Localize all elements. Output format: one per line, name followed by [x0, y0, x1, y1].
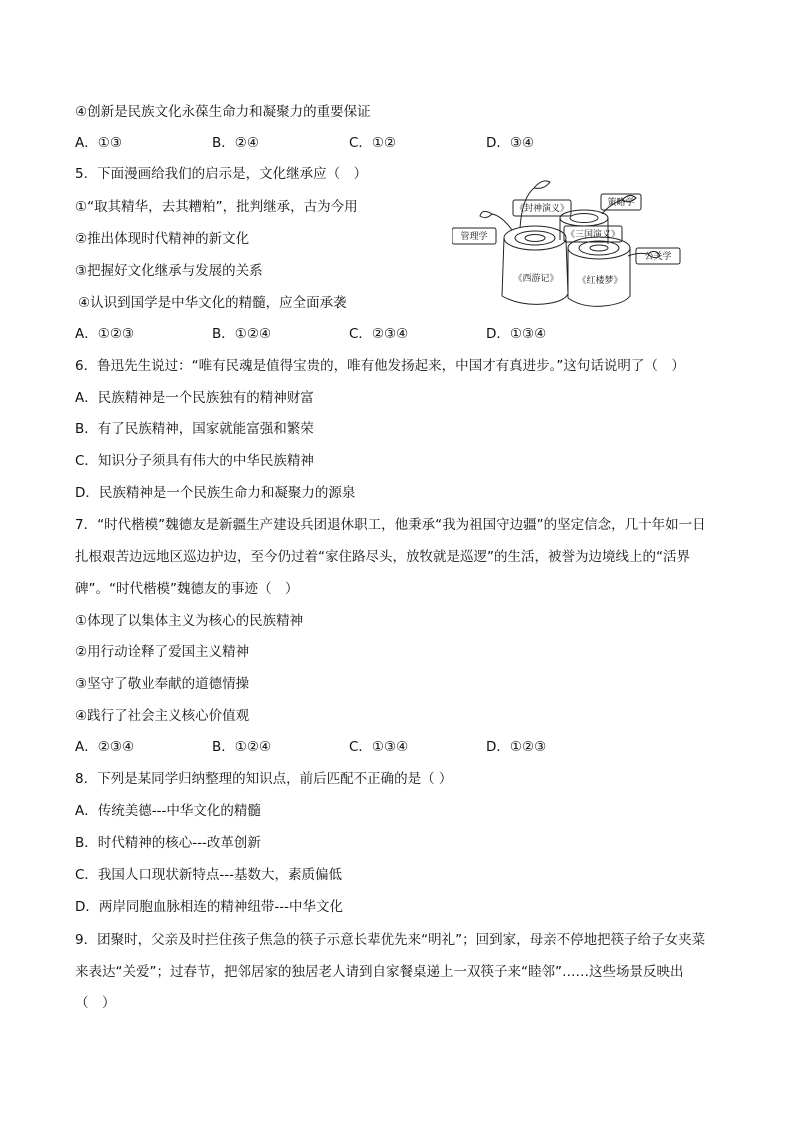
- q5-item-2: ②推出体现时代精神的新文化: [75, 231, 250, 247]
- q8-option-c[interactable]: C．我国人口现状新特点---基数大，素质偏低: [75, 867, 343, 883]
- q7-item-2: ②用行动诠释了爱国主义精神: [75, 644, 250, 660]
- q7-option-d[interactable]: D．①②③: [486, 739, 547, 755]
- q7-stem-line-2: 扎根艰苦边远地区巡边护边，至今仍过着“家住路尽头，放牧就是巡逻”的生活，被誉为边境线上的“活界: [75, 549, 690, 565]
- q7-item-4: ④践行了社会主义核心价值观: [75, 708, 250, 724]
- label-honglou: 《红楼梦》: [577, 276, 623, 286]
- q7-item-3: ③坚守了敬业奉献的道德情操: [75, 676, 250, 692]
- q5-item-3: ③把握好文化继承与发展的关系: [75, 263, 263, 279]
- q4-options: [75, 134, 715, 152]
- q5-cartoon-drawing: [452, 178, 684, 313]
- q5-item-1: ①“取其精华，去其糟粕”，批判继承，古为今用: [75, 199, 358, 215]
- q8-option-b[interactable]: B．时代精神的核心---改革创新: [75, 835, 261, 851]
- label-xiyou: 《西游记》: [513, 274, 559, 284]
- q7-option-b[interactable]: B．①②④: [212, 739, 272, 755]
- q7-options: [75, 738, 715, 756]
- label-fengshen: 《封神演义》: [514, 204, 570, 214]
- label-guanli: 管理学: [460, 232, 488, 242]
- q6-option-b[interactable]: B．有了民族精神，国家就能富强和繁荣: [75, 421, 314, 437]
- q4-option-d[interactable]: D．③④: [486, 135, 535, 151]
- q4-option-b[interactable]: B．②④: [212, 135, 259, 151]
- q5-stem: 5．下面漫画给我们的启示是，文化继承应（ ）: [75, 166, 368, 182]
- q9-stem-line-3: （ ）: [75, 995, 116, 1011]
- q5-option-d[interactable]: D．①③④: [486, 326, 547, 342]
- q7-item-1: ①体现了以集体主义为核心的民族精神: [75, 613, 304, 629]
- q6-option-c[interactable]: C．知识分子须具有伟大的中华民族精神: [75, 453, 314, 469]
- stump-left: [502, 238, 568, 304]
- q8-option-d[interactable]: D．两岸同胞血脉相连的精神纽带---中华文化: [75, 899, 344, 915]
- q5-item-4: ④认识到国学是中华文化的精髓，应全面承袭: [78, 295, 347, 311]
- label-sanguo: 《三国演义》: [565, 230, 621, 240]
- q4-item-4: ④创新是民族文化永葆生命力和凝聚力的重要保证: [75, 104, 371, 120]
- q9-stem-line-2: 来表达“关爱”；过春节，把邻居家的独居老人请到自家餐桌递上一双筷子来“睦邻”……这些场景反映出: [75, 964, 684, 980]
- q7-option-a[interactable]: A．②③④: [75, 739, 135, 755]
- q5-cartoon: [452, 178, 684, 313]
- q7-stem-line-3: 碑”。“时代楷模”魏德友的事迹（ ）: [75, 581, 299, 597]
- label-celue: 策略学: [607, 198, 635, 208]
- stump-right-top: [568, 237, 630, 259]
- q8-stem: 8．下列是某同学归纳整理的知识点，前后匹配不正确的是（ ）: [75, 771, 453, 787]
- q6-option-a[interactable]: A．民族精神是一个民族独有的精神财富: [75, 390, 314, 406]
- stump-left-top: [504, 226, 566, 250]
- q5-option-a[interactable]: A．①②③: [75, 326, 135, 342]
- q5-option-b[interactable]: B．①②④: [212, 326, 272, 342]
- q7-option-c[interactable]: C．①③④: [349, 739, 409, 755]
- q6-option-d[interactable]: D．民族精神是一个民族生命力和凝聚力的源泉: [75, 485, 356, 501]
- q4-option-c[interactable]: C．①②: [349, 135, 397, 151]
- q7-stem-line-1: 7．“时代楷模”魏德友是新疆生产建设兵团退休职工，他秉承“我为祖国守边疆”的坚定信念，几十年如一日: [75, 517, 706, 533]
- q9-stem-line-1: 9．团聚时，父亲及时拦住孩子焦急的筷子示意长辈优先来“明礼”；回到家，母亲不停地把筷子给子女夹菜: [75, 932, 706, 948]
- q8-option-a[interactable]: A．传统美德---中华文化的精髓: [75, 803, 261, 819]
- label-gongguan: 公关学: [644, 252, 672, 262]
- q4-option-a[interactable]: A．①③: [75, 135, 122, 151]
- q5-options: [75, 325, 715, 343]
- q5-option-c[interactable]: C．②③④: [349, 326, 409, 342]
- q6-stem: 6．鲁迅先生说过：“唯有民魂是值得宝贵的，唯有他发扬起来，中国才有真进步。”这句话说明了（ ）: [75, 358, 685, 374]
